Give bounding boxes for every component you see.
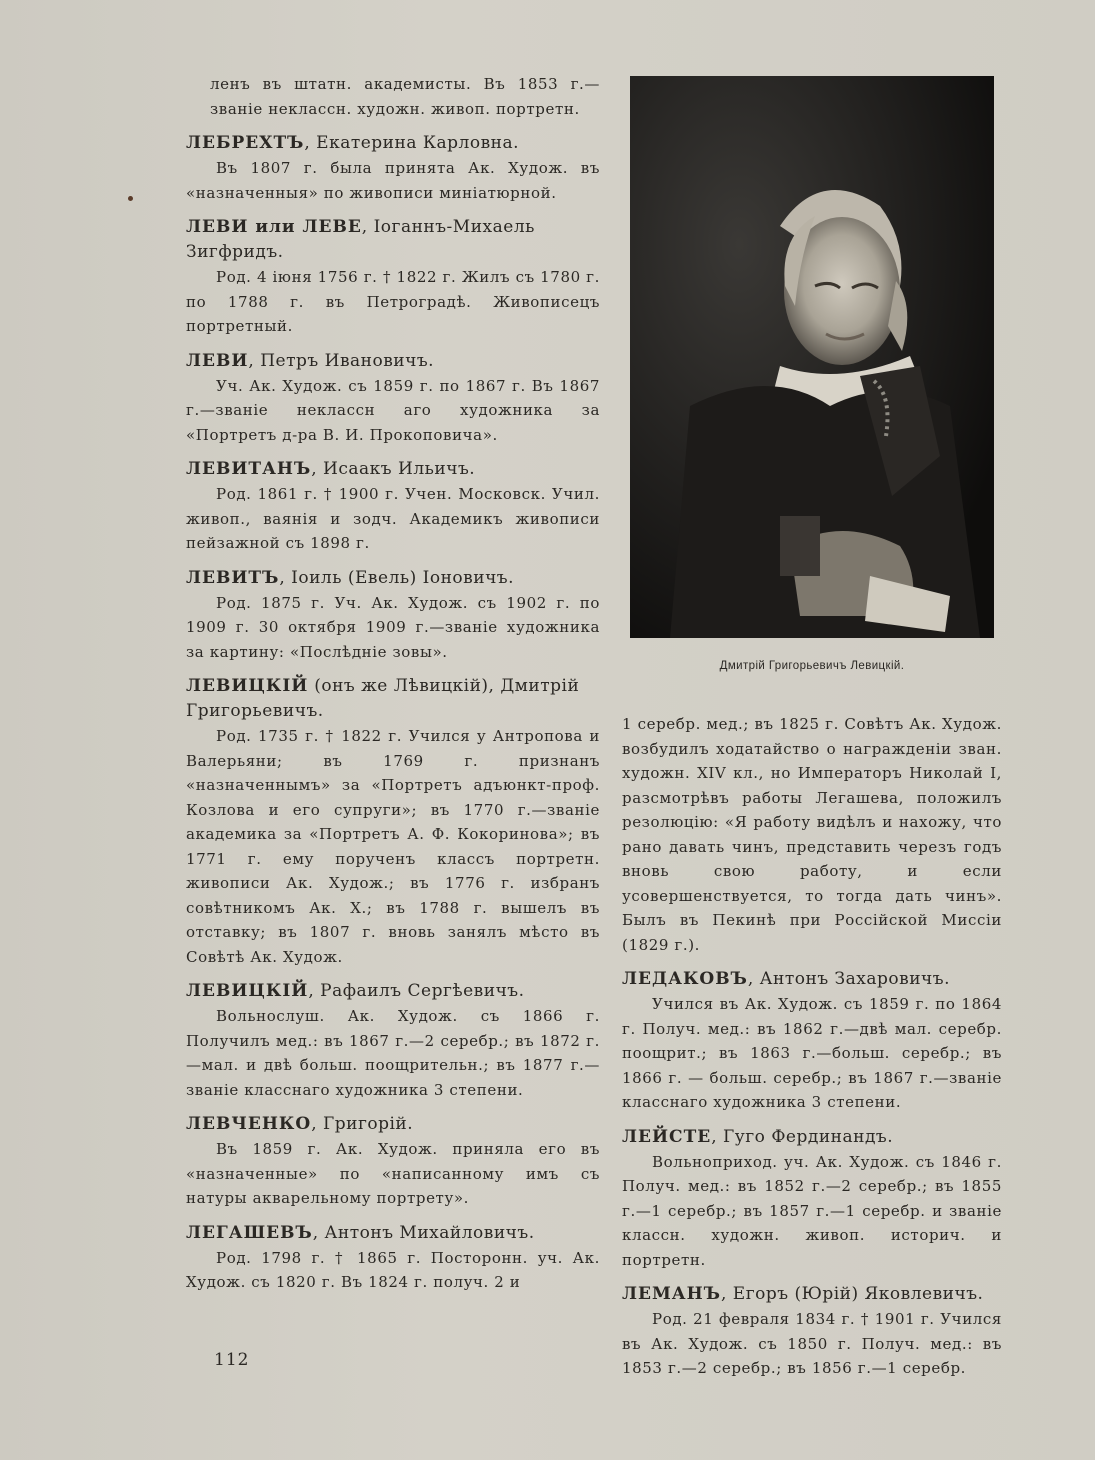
- portrait-illustration: [630, 76, 994, 638]
- entry-heading: [622, 1125, 1002, 1150]
- entry-name: ЛЕВИ: [186, 350, 249, 371]
- entry-given-names: , Антонъ Захаровичъ.: [747, 969, 950, 989]
- entry-name: ЛЕМАНЪ: [622, 1284, 721, 1304]
- entry-name: ЛЕДАКОВЪ: [622, 969, 748, 989]
- entry-heading: [186, 566, 600, 591]
- entry-leman: [622, 1282, 1002, 1381]
- entry-text: ленъ въ штатн. академисты. Въ 1853 г.—званіе неклассн. художн. живоп. портретн.: [210, 75, 600, 118]
- entry-given-names: , Рафаилъ Сергѣевичъ.: [308, 981, 525, 1001]
- entry-given-names: , Іоганнъ-Михаель Зигфридъ.: [186, 217, 535, 262]
- entry-name: ЛЕЙСТЕ: [622, 1126, 712, 1147]
- entry-given-names: , Петръ Ивановичъ.: [248, 350, 435, 371]
- entry-name: ЛЕВЧЕНКО: [186, 1114, 312, 1134]
- entry-text: Уч. Ак. Худож. съ 1859 г. по 1867 г. Въ 1867 г.—званіе неклассн аго художника за «Портретъ д-ра В. И. Прокоповича».: [186, 376, 600, 444]
- portrait-caption: Дмитрій Григорьевичъ Левицкій.: [719, 660, 905, 672]
- entry-text: 1 серебр. мед.; въ 1825 г. Совѣтъ Ак. Худож. возбудилъ ходатайство о награжденіи зван. художн. XIV кл., но Императоръ Николай I, разсмотрѣвъ работы Легашева, положилъ резолюцію: «Я работу видѣлъ и нахожу, что рано давать чинъ, представить черезъ годъ вновь свою работу, и если усовершенствуется, то тогда дать чинъ». Былъ въ Пекинѣ при Россійской Миссіи (1829 г.).: [622, 715, 1002, 954]
- entry-given-names: (онъ же Лѣвицкій), Дмитрій Григорьевичъ.: [186, 676, 580, 721]
- entry-given-names: , Гуго Фердинандъ.: [711, 1126, 894, 1147]
- entry-legashev: [186, 1221, 600, 1295]
- entry-text: Род. 1875 г. Уч. Ак. Худож. съ 1902 г. по 1909 г. 30 октября 1909 г.—званіе художника за картину: «Послѣдніе зовы».: [186, 593, 600, 661]
- entry-text: Вольноприход. уч. Ак. Худож. съ 1846 г. Получ. мед.: въ 1852 г.—2 серебр.; въ 1855 г.—1 серебр.; въ 1857 г.—1 серебр. и званіе классн. художн. живоп. историч. и портретн.: [622, 1152, 1002, 1269]
- entry-heading: [186, 674, 600, 724]
- entry-name: ЛЕВИ или ЛЕВЕ: [186, 217, 362, 237]
- entry-heading: [622, 1282, 1002, 1307]
- entry-levi-petr: [186, 349, 600, 448]
- entry-heading: [186, 1221, 600, 1246]
- entry-heading: [622, 967, 1002, 992]
- right-column: [622, 712, 1002, 1391]
- entry-levitan: [186, 457, 600, 556]
- entry-given-names: , Егоръ (Юрій) Яковлевичъ.: [720, 1284, 984, 1304]
- entry-name: ЛЕВИЦКІЙ: [186, 981, 309, 1001]
- entry-given-names: , Антонъ Михайловичъ.: [312, 1222, 535, 1243]
- entry-levitsky-dmitry: [186, 674, 600, 969]
- entry-leiste: [622, 1125, 1002, 1273]
- entry-name: ЛЕВИТАНЪ: [186, 459, 312, 479]
- entry-heading: [186, 349, 600, 374]
- entry-name: ЛЕВИЦКІЙ: [186, 676, 309, 696]
- entry-given-names: , Исаакъ Ильичъ.: [311, 459, 476, 479]
- left-column: [186, 72, 600, 1305]
- entry-given-names: , Іоиль (Евель) Іоновичъ.: [279, 567, 515, 588]
- ink-speck: [128, 196, 133, 201]
- entry-text: Род. 21 февраля 1834 г. † 1901 г. Учился въ Ак. Худож. съ 1850 г. Получ. мед.: въ 1853 г.—2 серебр.; въ 1856 г.—1 серебр.: [622, 1310, 1002, 1377]
- entry-heading: [186, 215, 600, 265]
- entry-name: ЛЕБРЕХТЪ: [186, 133, 305, 153]
- entry-heading: [186, 1112, 600, 1137]
- entry-text: Въ 1807 г. была принята Ак. Худож. въ «назначенныя» по живописи миніатюрной.: [186, 159, 600, 202]
- entry-name: ЛЕГАШЕВЪ: [186, 1222, 313, 1243]
- entry-text: Род. 1861 г. † 1900 г. Учен. Московск. Учил. живоп., ваянія и зодч. Академикъ живописи пейзажной съ 1898 г.: [186, 485, 600, 552]
- entry-text: Въ 1859 г. Ак. Худож. приняла его въ «назначенные» по «написанному имъ съ натуры акварельному портрету».: [186, 1140, 600, 1207]
- entry-heading: [186, 131, 600, 156]
- page-number: 112: [214, 1350, 250, 1370]
- entry-name: ЛЕВИТЪ: [186, 567, 280, 588]
- entry-levchenko: [186, 1112, 600, 1211]
- entry-legashev-continuation: [622, 712, 1002, 957]
- entry-heading: [186, 457, 600, 482]
- entry-text: Род. 4 іюня 1756 г. † 1822 г. Жилъ съ 1780 г. по 1788 г. въ Петроградѣ. Живописецъ портретный.: [186, 268, 600, 335]
- entry-text: Род. 1798 г. † 1865 г. Посторонн. уч. Ак. Худож. съ 1820 г. Въ 1824 г. получ. 2 и: [186, 1248, 600, 1291]
- entry-text: Род. 1735 г. † 1822 г. Учился у Антропова и Валерьяни; въ 1769 г. признанъ «назначеннымъ» за «Портретъ адъюнкт-проф. Козлова и его супруги»; въ 1770 г.—званіе академика за «Портретъ А. Ф. Кокоринова»; въ 1771 г. ему порученъ классъ портретн. живописи Ак. Худож.; въ 1776 г. избранъ совѣтникомъ Ак. Х.; въ 1788 г. вышелъ въ отставку; въ 1807 г. вновь занялъ мѣсто въ Совѣтѣ Ак. Худож.: [186, 727, 600, 966]
- entry-given-names: , Екатерина Карловна.: [304, 133, 520, 153]
- entry-heading: [186, 979, 600, 1004]
- entry-continuation: [186, 72, 600, 121]
- entry-levitsky-rafail: [186, 979, 600, 1102]
- entry-text: Вольнослуш. Ак. Худож. съ 1866 г. Получилъ мед.: въ 1867 г.—2 серебр.; въ 1872 г.—мал. и двѣ больш. поощрительн.; въ 1877 г.—званіе класснаго художника 3 степени.: [186, 1007, 600, 1099]
- entry-text: Учился въ Ак. Худож. съ 1859 г. по 1864 г. Получ. мед.: въ 1862 г.—двѣ мал. серебр. поощрит.; въ 1863 г.—больш. серебр.; въ 1866 г. — больш. серебр.; въ 1867 г.—званіе класснаго художника 3 степени.: [622, 995, 1002, 1111]
- entry-given-names: , Григорій.: [311, 1114, 414, 1134]
- entry-levi-leve: [186, 215, 600, 339]
- entry-ledakov: [622, 967, 1002, 1115]
- entry-lebrecht: [186, 131, 600, 205]
- entry-levit: [186, 566, 600, 665]
- portrait-photo: [630, 76, 994, 638]
